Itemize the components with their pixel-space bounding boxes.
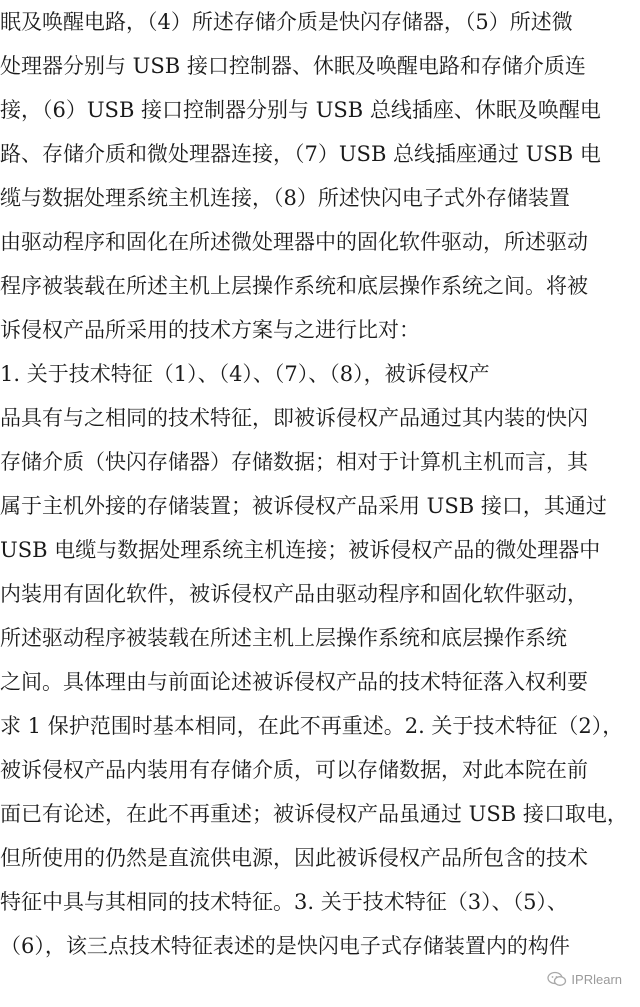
text-line-4: 路、存储介质和微处理器连接，（7）USB 总线插座通过 USB 电	[0, 142, 601, 166]
text-line-16: 之间。具体理由与前面论述被诉侵权产品的技术特征落入权利要	[0, 670, 588, 694]
text-line-1: 眠及唤醒电路，（4）所述存储介质是快闪存储器，（5）所述微	[0, 10, 573, 34]
text-line-8: 诉侵权产品所采用的技术方案与之进行比对：	[0, 318, 420, 342]
watermark	[547, 971, 622, 987]
watermark-text: IPRlearn	[571, 971, 622, 987]
text-line-22: （6），该三点技术特征表述的是快闪电子式存储装置内的构件	[0, 934, 570, 958]
text-line-7: 程序被装载在所述主机上层操作系统和底层操作系统之间。将被	[0, 274, 588, 298]
text-line-5: 缆与数据处理系统主机连接，（8）所述快闪电子式外存储装置	[0, 186, 570, 210]
wechat-icon	[547, 971, 567, 987]
text-line-20: 但所使用的仍然是直流供电源，因此被诉侵权产品所包含的技术	[0, 846, 588, 870]
text-line-12: 属于主机外接的存储装置；被诉侵权产品采用 USB 接口，其通过	[0, 494, 607, 518]
text-line-11: 存储介质（快闪存储器）存储数据；相对于计算机主机而言，其	[0, 450, 588, 474]
text-line-18: 被诉侵权产品内装用有存储介质，可以存储数据，对此本院在前	[0, 758, 588, 782]
text-line-17: 求 1 保护范围时基本相同，在此不再重述。2. 关于技术特征（2），	[0, 714, 624, 738]
text-line-10: 品具有与之相同的技术特征，即被诉侵权产品通过其内装的快闪	[0, 406, 588, 430]
text-line-13: USB 电缆与数据处理系统主机连接；被诉侵权产品的微处理器中	[0, 538, 601, 562]
text-line-2: 处理器分别与 USB 接口控制器、休眠及唤醒电路和存储介质连	[0, 54, 586, 78]
text-line-19: 面已有论述，在此不再重述；被诉侵权产品虽通过 USB 接口取电，	[0, 802, 628, 826]
text-line-6: 由驱动程序和固化在所述微处理器中的固化软件驱动，所述驱动	[0, 230, 588, 254]
text-line-14: 内装用有固化软件，被诉侵权产品由驱动程序和固化软件驱动，	[0, 582, 588, 606]
text-line-9: 1. 关于技术特征（1）、（4）、（7）、（8），被诉侵权产	[0, 362, 490, 386]
text-line-3: 接，（6）USB 接口控制器分别与 USB 总线插座、休眠及唤醒电	[0, 98, 601, 122]
text-line-21: 特征中具与其相同的技术特征。3. 关于技术特征（3）、（5）、	[0, 890, 568, 914]
text-line-15: 所述驱动程序被装载在所述主机上层操作系统和底层操作系统	[0, 626, 567, 650]
